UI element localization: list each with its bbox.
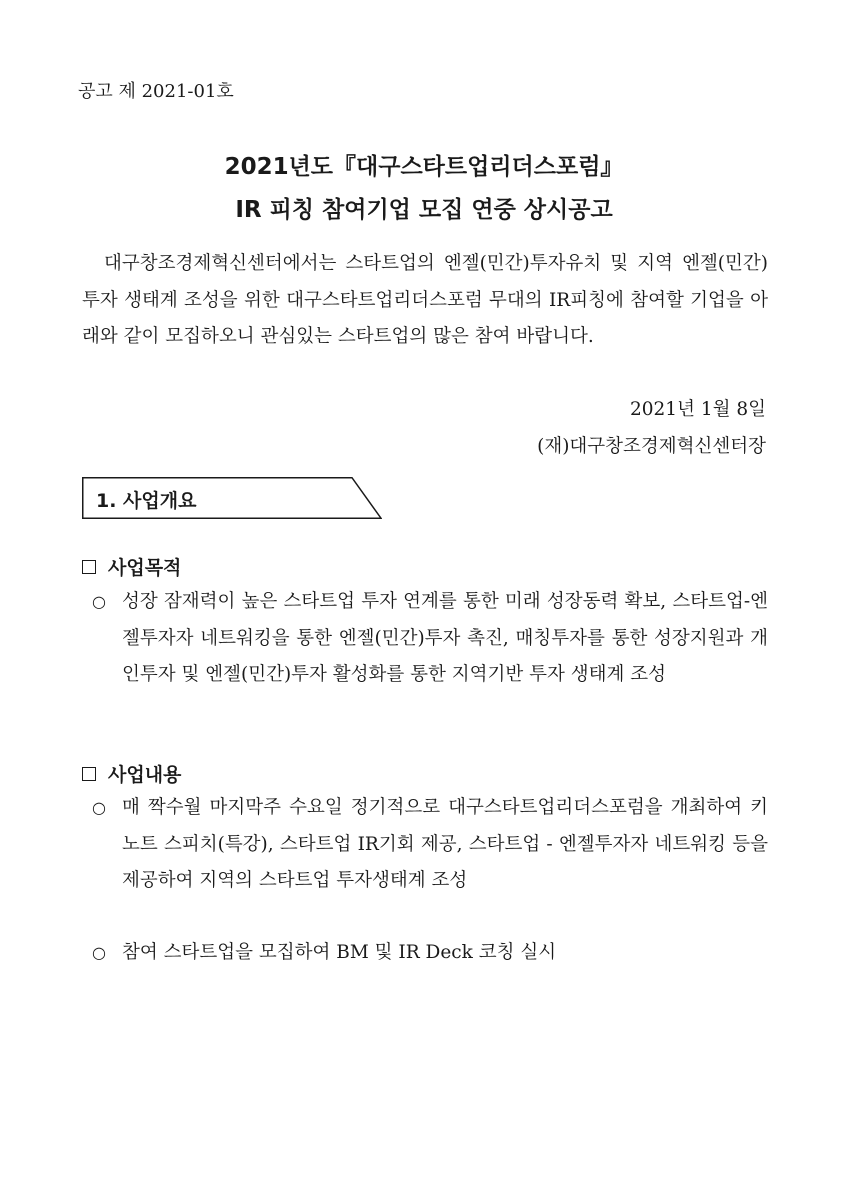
- notice-number: 공고 제 2021-01호: [78, 81, 234, 102]
- circle-bullet-icon: ○: [92, 943, 106, 962]
- signature: (재)대구창조경제혁신센터장: [537, 436, 766, 457]
- purpose-bullet: [92, 584, 768, 694]
- announcement-date: 2021년 1월 8일: [630, 399, 766, 420]
- title-line-1: 2021년도『대구스타트업리더스포럼』: [224, 154, 624, 180]
- content-heading-text: 사업내용: [108, 764, 182, 786]
- purpose-heading: [82, 553, 181, 580]
- square-icon: [82, 767, 96, 781]
- circle-bullet-icon: ○: [92, 798, 106, 817]
- square-icon: [82, 560, 96, 574]
- title-line-2: IR 피칭 참여기업 모집 연중 상시공고: [235, 197, 613, 223]
- content-bullet-1: [92, 790, 768, 900]
- content-heading: [82, 760, 181, 787]
- section-1-label: 1. 사업개요: [96, 490, 197, 512]
- intro-paragraph: 대구창조경제혁신센터에서는 스타트업의 엔젤(민간)투자유치 및 지역 엔젤(민간)투자 생태계 조성을 위한 대구스타트업리더스포럼 무대의 IR피칭에 참여할 기업을 아래와 같이 모집하오니 관심있는 스타트업의 많은 참여 바랍니다.: [82, 253, 768, 347]
- content-bullet-1-text: 매 짝수월 마지막주 수요일 정기적으로 대구스타트업리더스포럼을 개최하여 키노트 스피치(특강), 스타트업 IR기회 제공, 스타트업 - 엔젤투자자 네트워킹 등을 제공하여 지역의 스타트업 투자생태계 조성: [122, 797, 768, 891]
- circle-bullet-icon: ○: [92, 592, 106, 611]
- purpose-heading-text: 사업목적: [108, 557, 182, 579]
- purpose-bullet-text: 성장 잠재력이 높은 스타트업 투자 연계를 통한 미래 성장동력 확보, 스타트업-엔젤투자자 네트워킹을 통한 엔젤(민간)투자 촉진, 매칭투자를 통한 성장지원과 개인투자 및 엔젤(민간)투자 활성화를 통한 지역기반 투자 생태계 조성: [122, 591, 768, 685]
- content-bullet-2: [92, 935, 768, 972]
- content-bullet-2-text: 참여 스타트업을 모집하여 BM 및 IR Deck 코칭 실시: [122, 942, 557, 963]
- section-1-header: [82, 477, 382, 519]
